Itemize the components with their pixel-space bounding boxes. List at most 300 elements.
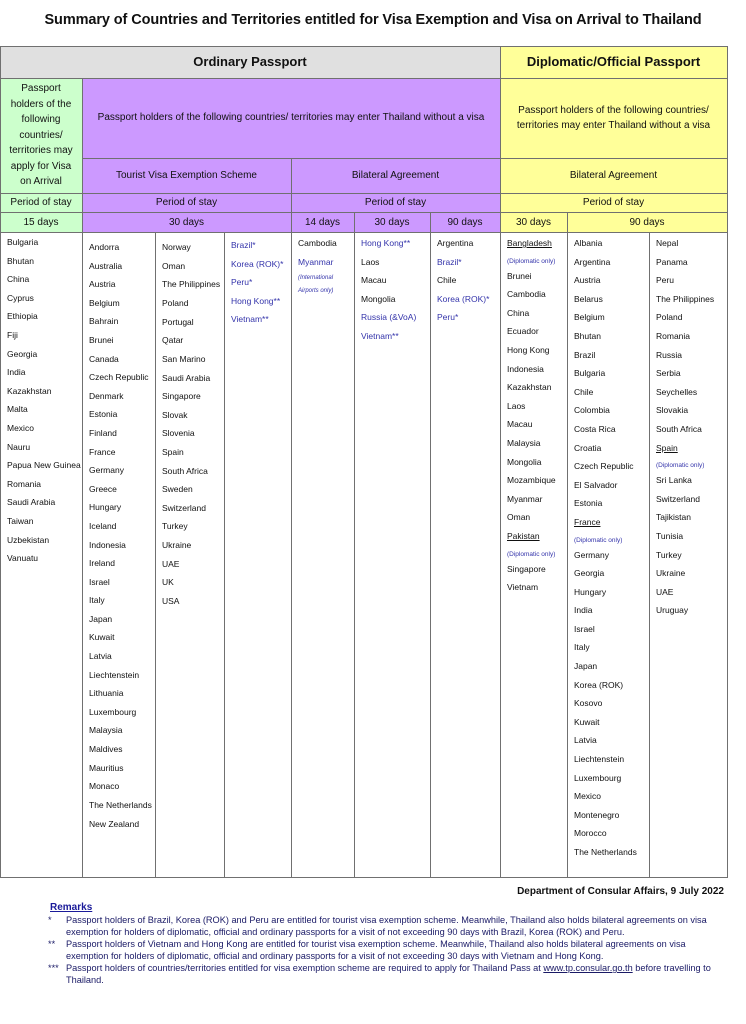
country-name: Colombia — [574, 405, 610, 416]
period-voa: Period of stay — [0, 193, 82, 212]
country-name: Mongolia — [507, 456, 542, 467]
column-tourist-30-b — [156, 238, 224, 610]
column-bilateral-30-days — [355, 234, 430, 346]
country-item — [507, 341, 567, 360]
country-name: USA — [162, 595, 180, 606]
country-name: Peru* — [231, 277, 253, 288]
country-item — [574, 383, 649, 402]
country-note: (Diplomatic only) — [507, 550, 556, 558]
country-item — [89, 573, 155, 592]
days-bilateral-14: 14 days — [291, 212, 354, 233]
country-item — [7, 549, 82, 568]
country-name: Taiwan — [7, 515, 34, 526]
country-item — [574, 657, 649, 676]
country-name: Fiji — [7, 329, 18, 340]
country-item — [574, 346, 649, 365]
country-item — [574, 583, 649, 602]
tourist-scheme-header: Tourist Visa Exemption Scheme — [82, 158, 291, 193]
country-item — [89, 350, 155, 369]
period-diplomatic: Period of stay — [500, 193, 727, 212]
country-name: Latvia — [89, 651, 112, 662]
country-item — [7, 233, 82, 252]
country-item — [656, 308, 727, 327]
country-name: Ukraine — [162, 539, 192, 550]
country-item — [162, 257, 224, 276]
country-name: The Philippines — [656, 293, 715, 304]
country-item — [507, 360, 567, 379]
country-item — [162, 350, 224, 369]
country-item — [89, 405, 155, 424]
country-item — [574, 271, 649, 290]
country-name: Bulgaria — [7, 237, 39, 247]
country-item — [7, 307, 82, 326]
country-name: Singapore — [507, 563, 546, 574]
country-item — [656, 527, 727, 546]
country-item — [656, 271, 727, 290]
country-item — [656, 253, 727, 272]
country-item — [7, 363, 82, 382]
country-item — [507, 527, 567, 546]
country-name: Israel — [89, 576, 110, 587]
country-item — [89, 554, 155, 573]
country-item — [89, 257, 155, 276]
country-name: Belarus — [574, 293, 603, 304]
country-name: Korea (ROK) — [574, 679, 624, 690]
country-item — [574, 253, 649, 272]
country-name: Austria — [574, 275, 601, 286]
country-name: Spain — [656, 442, 678, 453]
remark-item — [50, 962, 730, 986]
country-name: South Africa — [656, 423, 702, 434]
country-item — [574, 564, 649, 583]
country-item — [656, 420, 727, 439]
country-item — [89, 424, 155, 443]
country-name: Austria — [89, 279, 116, 290]
country-name: Russia (&VoA) — [361, 312, 417, 323]
country-name: Korea (ROK)* — [231, 258, 284, 269]
country-note: (Diplomatic only) — [507, 257, 556, 265]
country-item — [656, 290, 727, 309]
country-name: Iceland — [89, 520, 117, 531]
country-item — [89, 294, 155, 313]
country-name: Malaysia — [507, 437, 541, 448]
country-name: Nauru — [7, 441, 31, 452]
country-item — [89, 703, 155, 722]
country-name: Peru — [656, 275, 674, 286]
country-name: Ukraine — [656, 568, 686, 579]
country-item — [231, 310, 291, 329]
country-item — [89, 387, 155, 406]
country-name: Liechtenstein — [574, 754, 625, 765]
country-item — [162, 313, 224, 332]
remark-item — [50, 914, 730, 938]
country-item — [89, 498, 155, 517]
country-item — [7, 493, 82, 512]
country-name: Croatia — [574, 442, 602, 453]
country-name: Bahrain — [89, 316, 119, 327]
country-name: Switzerland — [656, 493, 700, 504]
country-item — [89, 796, 155, 815]
country-item — [89, 610, 155, 629]
country-item — [298, 234, 354, 253]
country-item — [437, 308, 500, 327]
country-name: Kuwait — [574, 716, 600, 727]
country-name: Liechtenstein — [89, 669, 140, 680]
country-item — [89, 275, 155, 294]
country-item — [361, 327, 430, 346]
country-item — [7, 270, 82, 289]
column-tourist-30-c — [225, 236, 291, 329]
country-item — [574, 401, 649, 420]
country-item — [656, 546, 727, 565]
table-border-bottom — [0, 877, 728, 878]
country-name: Vietnam — [507, 582, 539, 593]
country-name: Kazakhstan — [507, 382, 552, 393]
country-name: Luxembourg — [574, 772, 622, 783]
country-name: Indonesia — [89, 539, 126, 550]
country-name: Slovakia — [656, 405, 689, 416]
country-item — [89, 740, 155, 759]
country-item — [507, 378, 567, 397]
country-name: Vietnam** — [361, 330, 399, 341]
country-name: Kuwait — [89, 632, 115, 643]
country-item — [437, 271, 500, 290]
country-name: Poland — [656, 312, 683, 323]
country-name: Estonia — [89, 409, 118, 420]
country-name: Maldives — [89, 744, 123, 755]
column-bilateral-90-days — [431, 234, 500, 327]
country-name: Brazil* — [231, 240, 256, 250]
country-name: Korea (ROK)* — [437, 293, 490, 304]
country-item — [574, 769, 649, 788]
country-item — [507, 560, 567, 579]
country-item — [656, 401, 727, 420]
country-item — [574, 308, 649, 327]
days-voa-15: 15 days — [0, 212, 82, 233]
country-name: Japan — [89, 613, 113, 624]
country-item — [574, 824, 649, 843]
country-item — [7, 289, 82, 308]
country-name: Greece — [89, 483, 117, 494]
country-name: Bhutan — [7, 255, 34, 266]
country-name: Albania — [574, 238, 603, 248]
table-divider — [82, 158, 728, 159]
country-name: Chile — [574, 386, 594, 397]
country-item — [89, 480, 155, 499]
table-border-top — [0, 46, 728, 47]
country-name: Switzerland — [162, 502, 206, 513]
country-name: UAE — [656, 586, 674, 597]
ordinary-passport-header — [0, 46, 500, 78]
country-name: Italy — [574, 642, 590, 653]
country-name: Belgium — [574, 312, 605, 323]
country-name: New Zealand — [89, 818, 140, 829]
country-item — [361, 234, 430, 253]
country-name: Georgia — [574, 568, 605, 579]
country-name: Tajikistan — [656, 512, 691, 523]
country-name: Hong Kong** — [231, 295, 281, 306]
days-diplomatic-90: 90 days — [567, 212, 727, 233]
country-name: Romania — [7, 478, 42, 489]
country-item — [89, 591, 155, 610]
country-item — [574, 787, 649, 806]
country-item — [574, 620, 649, 639]
country-name: Slovenia — [162, 428, 195, 439]
country-item — [89, 536, 155, 555]
diplomatic-description: Passport holders of the following countries/ territories may enter Thailand without a visa — [500, 78, 727, 158]
country-item — [656, 364, 727, 383]
column-voa-15-days — [1, 233, 82, 568]
country-item — [162, 536, 224, 555]
country-item — [656, 234, 727, 253]
country-name: Uruguay — [656, 605, 689, 616]
remark-marker: * — [48, 915, 52, 925]
country-item — [507, 285, 567, 304]
country-item — [507, 234, 567, 253]
country-name: Czech Republic — [89, 372, 149, 383]
country-name: Qatar — [162, 335, 184, 346]
country-name: Mexico — [7, 422, 34, 433]
column-diplomatic-90-a — [568, 234, 649, 862]
country-name: Hungary — [89, 502, 122, 513]
country-item — [437, 253, 500, 272]
country-item — [574, 750, 649, 769]
country-item — [162, 499, 224, 518]
country-item — [7, 512, 82, 531]
country-name: Italy — [89, 595, 105, 606]
country-item — [574, 843, 649, 862]
country-item — [162, 517, 224, 536]
country-name: Poland — [162, 298, 189, 309]
remark-text: Passport holders of countries/territories entitled for visa exemption scheme are required to apply for Thailand Pass at www.tp.consular.go.th before travelling to Thailand. — [66, 963, 711, 985]
country-item — [574, 420, 649, 439]
country-name: Costa Rica — [574, 423, 616, 434]
country-item — [507, 322, 567, 341]
remark-text: Passport holders of Brazil, Korea (ROK) and Peru are entitled for tourist visa exemption scheme. Meanwhile, Thailand also holds bilateral agreements on visa exemption for holders of diplomatic, official and ordinary passports for a visit of not exceeding 90 days with Brazil, Korea (ROK) and Peru. — [66, 915, 707, 937]
country-item — [231, 273, 291, 292]
country-item — [162, 406, 224, 425]
country-name: Malaysia — [89, 725, 123, 736]
column-bilateral-14-days — [292, 234, 354, 297]
table-divider — [0, 78, 728, 79]
remark-marker: ** — [48, 939, 56, 949]
country-item — [162, 387, 224, 406]
country-item — [89, 666, 155, 685]
country-name: Argentina — [437, 238, 474, 248]
bilateral-diplomatic-header: Bilateral Agreement — [500, 158, 727, 193]
country-item — [574, 513, 649, 532]
country-item — [89, 684, 155, 703]
country-name: El Salvador — [574, 479, 618, 490]
country-item — [89, 759, 155, 778]
country-name: Estonia — [574, 498, 603, 509]
country-item — [656, 508, 727, 527]
country-item — [7, 419, 82, 438]
period-bilateral: Period of stay — [291, 193, 500, 212]
country-name: Myanmar — [298, 256, 334, 267]
country-name: Australia — [89, 260, 123, 271]
country-name: Cambodia — [298, 238, 337, 248]
country-note: (International Airports only) — [298, 275, 334, 295]
country-item — [7, 531, 82, 550]
country-name: Vanuatu — [7, 553, 39, 564]
country-name: Russia — [656, 349, 682, 360]
country-item — [574, 476, 649, 495]
country-item — [574, 327, 649, 346]
thailand-pass-link[interactable]: www.tp.consular.go.th — [543, 963, 633, 973]
country-name: China — [507, 307, 530, 318]
country-item — [574, 494, 649, 513]
country-name: The Netherlands — [89, 799, 152, 810]
country-name: Brazil* — [437, 256, 462, 267]
department-date: Department of Consular Affairs, 9 July 2022 — [517, 886, 724, 897]
ordinary-passport-label: Ordinary Passport — [193, 53, 307, 69]
country-item — [89, 443, 155, 462]
country-name: Bangladesh — [507, 238, 552, 248]
country-item — [162, 555, 224, 574]
country-name: Luxembourg — [89, 706, 137, 717]
country-name: Brazil — [574, 349, 596, 360]
country-name: Bulgaria — [574, 368, 606, 379]
country-name: Kazakhstan — [7, 385, 52, 396]
table-divider — [0, 193, 728, 194]
country-item — [162, 238, 224, 257]
country-name: Brunei — [89, 334, 114, 345]
country-name: Denmark — [89, 390, 124, 401]
country-name: Hong Kong — [507, 344, 550, 355]
diplomatic-passport-label: Diplomatic/Official Passport — [526, 53, 701, 69]
column-diplomatic-90-b — [650, 234, 727, 620]
country-name: Norway — [162, 242, 191, 252]
country-item — [89, 331, 155, 350]
country-item — [89, 461, 155, 480]
country-item — [507, 490, 567, 509]
days-bilateral-30: 30 days — [354, 212, 430, 233]
country-item — [507, 453, 567, 472]
country-name: Laos — [507, 400, 526, 411]
country-item — [89, 238, 155, 257]
country-item — [574, 234, 649, 253]
country-name: Laos — [361, 256, 380, 267]
country-item — [7, 456, 82, 475]
country-item — [7, 382, 82, 401]
country-name: Japan — [574, 661, 598, 672]
country-name: Montenegro — [574, 809, 620, 820]
period-tourist: Period of stay — [82, 193, 291, 212]
country-name: Mexico — [574, 791, 601, 802]
country-name: Pakistan — [507, 530, 540, 541]
country-item — [574, 546, 649, 565]
column-diplomatic-30-days — [501, 234, 567, 597]
country-name: UK — [162, 577, 174, 588]
country-item — [89, 721, 155, 740]
country-name: Saudi Arabia — [162, 372, 211, 383]
country-name: Uzbekistan — [7, 534, 50, 545]
country-name: Mozambique — [507, 475, 556, 486]
country-name: Chile — [437, 275, 457, 286]
country-name: Czech Republic — [574, 461, 634, 472]
country-name: India — [7, 367, 26, 378]
country-item — [162, 294, 224, 313]
country-item — [656, 327, 727, 346]
country-item — [507, 508, 567, 527]
country-name: Tunisia — [656, 530, 684, 541]
country-name: Latvia — [574, 735, 597, 746]
country-item — [231, 292, 291, 311]
country-name: UAE — [162, 558, 180, 569]
country-name: The Philippines — [162, 279, 221, 290]
country-item — [574, 364, 649, 383]
document-title: Summary of Countries and Territories entitled for Visa Exemption and Visa on Arrival to Thailand — [44, 12, 702, 28]
country-name: Seychelles — [656, 386, 698, 397]
ordinary-description: Passport holders of the following countries/ territories may enter Thailand without a visa — [82, 78, 500, 158]
country-item — [507, 267, 567, 286]
country-name: Portugal — [162, 316, 194, 327]
country-name: Lithuania — [89, 688, 124, 699]
table-divider — [0, 232, 728, 233]
country-name: Cambodia — [507, 289, 546, 300]
country-name: France — [574, 516, 601, 527]
country-item — [231, 236, 291, 255]
country-item — [89, 312, 155, 331]
country-name: Israel — [574, 623, 595, 634]
voa-description: Passport holders of the following countries/ territories may apply for Visa on Arrival — [0, 78, 82, 193]
country-name: Hungary — [574, 586, 607, 597]
table-divider — [0, 212, 728, 213]
days-tourist-30: 30 days — [82, 212, 291, 233]
country-name: Sweden — [162, 484, 193, 495]
country-name: Hong Kong** — [361, 238, 411, 248]
country-item — [162, 462, 224, 481]
country-name: Ethiopia — [7, 311, 38, 322]
country-item — [574, 694, 649, 713]
remark-text: Passport holders of Vietnam and Hong Kong are entitled for tourist visa exemption scheme. Meanwhile, Thailand also holds bilateral agreements on visa exemption for holders of diplomatic, official and ordinary passports for a visit of not exceeding 30 days with Vietnam and Hong Kong. — [66, 939, 686, 961]
country-item — [574, 290, 649, 309]
country-name: Sri Lanka — [656, 475, 692, 486]
country-item — [574, 731, 649, 750]
country-name: Oman — [162, 260, 186, 271]
country-name: Slovak — [162, 409, 188, 420]
country-name: Indonesia — [507, 363, 544, 374]
country-item — [574, 676, 649, 695]
country-item — [574, 713, 649, 732]
country-item — [7, 438, 82, 457]
country-item — [361, 308, 430, 327]
country-item — [7, 400, 82, 419]
country-item — [574, 439, 649, 458]
country-name: India — [574, 605, 593, 616]
country-item — [574, 457, 649, 476]
table-border-right — [727, 46, 728, 878]
country-name: Monaco — [89, 781, 120, 792]
country-name: Myanmar — [507, 493, 543, 504]
country-item — [656, 439, 727, 458]
country-name: Finland — [89, 427, 117, 438]
country-item — [89, 777, 155, 796]
country-name: Ecuador — [507, 326, 539, 337]
country-name: Macau — [361, 275, 387, 286]
country-item — [162, 331, 224, 350]
column-tourist-30-a — [83, 238, 155, 833]
country-name: Bhutan — [574, 330, 601, 341]
country-item — [162, 573, 224, 592]
days-diplomatic-30: 30 days — [500, 212, 567, 233]
country-item — [574, 806, 649, 825]
country-name: Argentina — [574, 256, 611, 267]
country-item — [361, 271, 430, 290]
country-name: South Africa — [162, 465, 208, 476]
country-name: Macau — [507, 419, 533, 430]
